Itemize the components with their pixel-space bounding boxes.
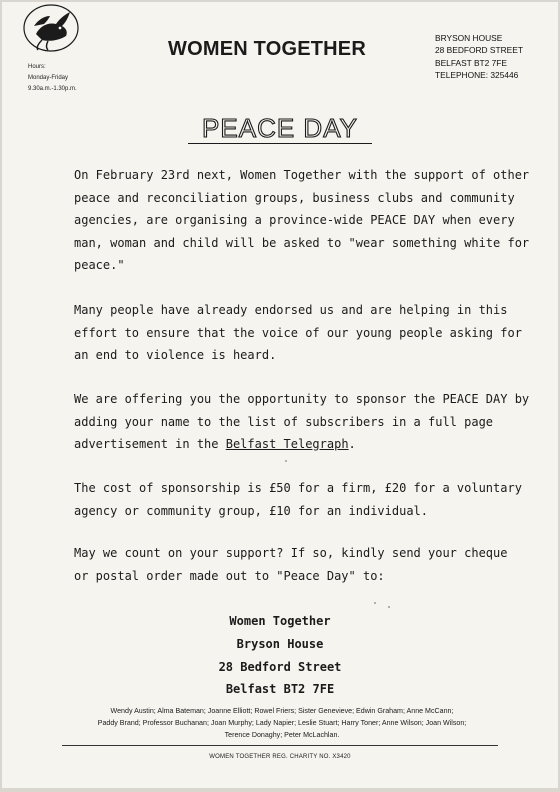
paragraph-sponsorship: We are offering you the opportunity to sponsor the PEACE DAY by adding your name to the list of subscribers in a full page advertisement in the Belfast Telegraph. bbox=[74, 388, 520, 456]
paragraph-request: May we count on your support? If so, kindly send your cheque or postal order made out to "Peace Day" to: bbox=[74, 546, 508, 583]
organisation-title: WOMEN TOGETHER bbox=[168, 38, 366, 60]
paragraph-endorsement: Many people have already endorsed us and are helping in this effort to ensure that the voice of our young people asking for an end to violence is heard. bbox=[74, 303, 522, 362]
footer-divider bbox=[62, 745, 498, 746]
organisation-address: BRYSON HOUSE 28 BEDFORD STREET BELFAST BT2 7FE TELEPHONE: 325446 bbox=[435, 33, 523, 80]
paragraph-announcement: On February 23rd next, Women Together with the support of other peace and reconciliation groups, business clubs and community agencies, are organising a province-wide PEACE DAY when every man, woman and child will be asked to "wear something white for peace." bbox=[74, 168, 530, 272]
paper-speck bbox=[388, 606, 390, 608]
page-heading: PEACE DAY bbox=[202, 113, 358, 143]
paper-speck bbox=[374, 602, 376, 604]
office-hours: Hours: Monday-Friday 9.30a.m.-1.30p.m. bbox=[28, 64, 77, 92]
newspaper-name: Belfast Telegraph bbox=[225, 437, 349, 451]
paragraph-cost: The cost of sponsorship is £50 for a firm, £20 for a voluntary agency or community group, £10 for an individual. bbox=[74, 481, 522, 518]
paper-speck bbox=[285, 460, 287, 462]
letter-page bbox=[2, 2, 558, 788]
heading-underline bbox=[188, 143, 372, 144]
advertisement-line: advertisement in the Belfast Telegraph. bbox=[74, 437, 356, 451]
contact-address: Women Together Bryson House 28 Bedford Street Belfast BT2 7FE bbox=[218, 614, 342, 697]
charity-number: WOMEN TOGETHER REG. CHARITY NO. X3420 bbox=[209, 754, 351, 760]
supporters-list: Wendy Austin; Alma Bateman; Joanne Elliott; Rowel Friers; Sister Genevieve; Edwin Graham; Anne McCann; Paddy Brand; Professor Buchanan; Joan Murphy; Lady Napier; Leslie Stuart; Harry Toner; Anne Wilson; Joan Wilson; Terence Donaghy; Peter McLachlan. bbox=[97, 707, 467, 740]
dove-icon bbox=[22, 4, 80, 56]
